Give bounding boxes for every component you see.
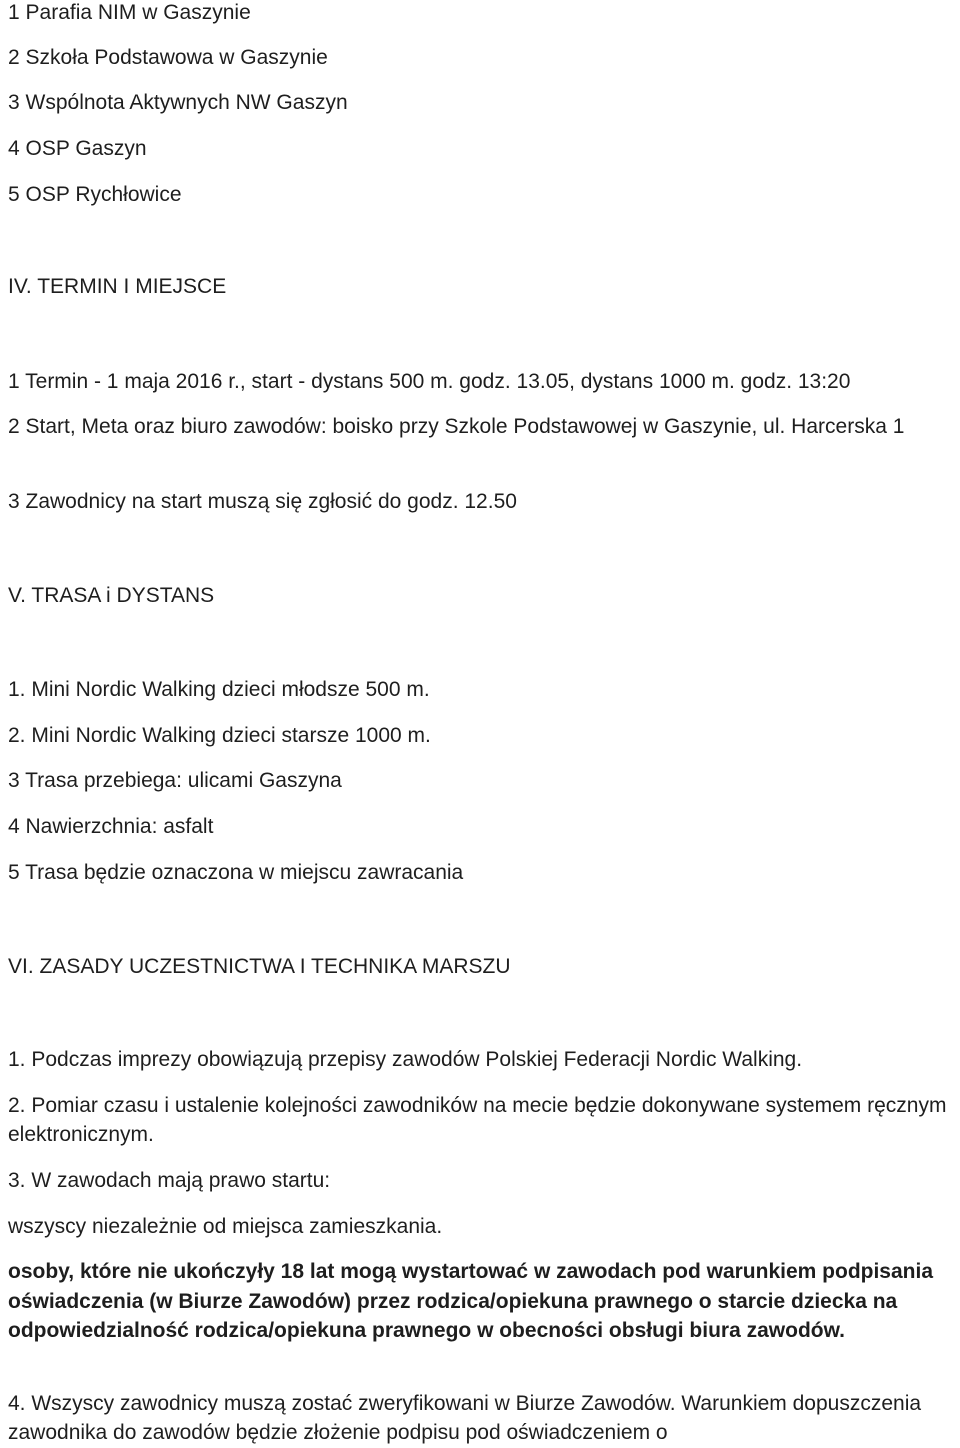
participant-item: 4 OSP Gaszyn	[8, 137, 147, 160]
section-iv-item-2: 2 Start, Meta oraz biuro zawodów: boisko przy Szkole Podstawowej w Gaszynie, ul. Harcerska 1	[8, 415, 905, 438]
route-item: 5 Trasa będzie oznaczona w miejscu zawracania	[8, 861, 464, 884]
section-iv-item-1: 1 Termin - 1 maja 2016 r., start - dystans 500 m. godz. 13.05, dystans 1000 m. godz. 13:20	[8, 370, 851, 393]
section-heading-termin: IV. TERMIN I MIEJSCE	[8, 275, 227, 298]
rules-item-4: 4. Wszyscy zawodnicy muszą zostać zweryfikowani w Biurze Zawodów. Warunkiem dopuszczenia zawodnika do zawodów będzie złożenie podpisu pod oświadczeniem o	[8, 1392, 922, 1444]
minors-notice: osoby, które nie ukończyły 18 lat mogą wystartować w zawodach pod warunkiem podpisania oświadczenia (w Biurze Zawodów) przez rodzica/opiekuna prawnego o starcie dziecka na odpowiedzialność rodzica/opiekuna prawnego w obecności obsługi biura zawodów.	[8, 1260, 934, 1342]
section-iv-item-3: 3 Zawodnicy na start muszą się zgłosić do godz. 12.50	[8, 490, 517, 513]
rules-item-1: 1. Podczas imprezy obowiązują przepisy zawodów Polskiej Federacji Nordic Walking.	[8, 1048, 803, 1071]
rules-item-3-detail: wszyscy niezależnie od miejsca zamieszkania.	[8, 1215, 443, 1238]
section-heading-zasady: VI. ZASADY UCZESTNICTWA I TECHNIKA MARSZU	[8, 955, 511, 978]
participant-item: 2 Szkoła Podstawowa w Gaszynie	[8, 46, 328, 69]
participant-item: 1 Parafia NIM w Gaszynie	[8, 1, 251, 24]
rules-item-2: 2. Pomiar czasu i ustalenie kolejności zawodników na mecie będzie dokonywane systemem ręcznym elektronicznym.	[8, 1094, 947, 1146]
route-item: 3 Trasa przebiega: ulicami Gaszyna	[8, 769, 342, 792]
participant-item: 3 Wspólnota Aktywnych NW Gaszyn	[8, 91, 348, 114]
route-item: 1. Mini Nordic Walking dzieci młodsze 500 m.	[8, 678, 430, 701]
route-item: 4 Nawierzchnia: asfalt	[8, 815, 214, 838]
participant-item: 5 OSP Rychłowice	[8, 183, 182, 206]
section-heading-trasa: V. TRASA i DYSTANS	[8, 584, 215, 607]
rules-item-3: 3. W zawodach mają prawo startu:	[8, 1169, 331, 1192]
route-item: 2. Mini Nordic Walking dzieci starsze 1000 m.	[8, 724, 431, 747]
